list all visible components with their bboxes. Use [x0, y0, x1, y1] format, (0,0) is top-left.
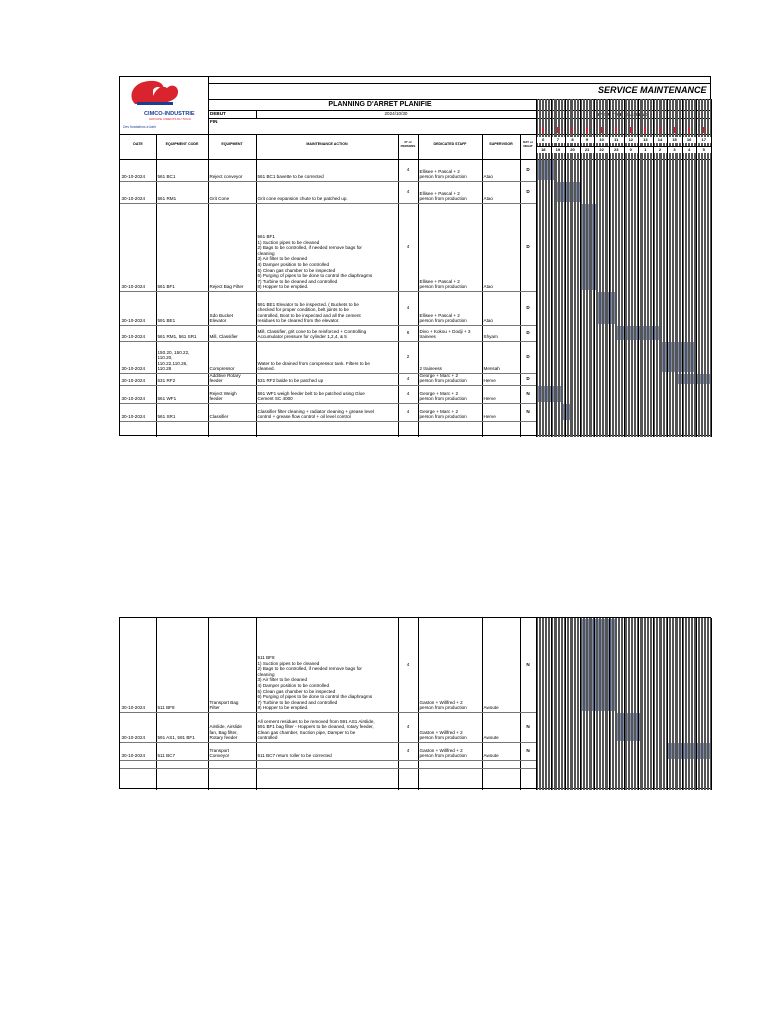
cell-date: 30-10-2024	[121, 334, 145, 340]
col-persons: N° of PERSONS	[400, 140, 416, 148]
cell-date: 30-10-2024	[121, 196, 145, 202]
cell-equipment: Sdo Bucket Elevator	[209, 312, 233, 324]
cell-equipment: Compressor	[209, 366, 235, 372]
overtime-marker	[615, 127, 617, 133]
cell-equipment: Mill, Classifier	[209, 334, 238, 340]
hour-label: 20	[565, 147, 580, 153]
overtime-marker	[557, 127, 559, 133]
cell-date: 30-10-2024	[121, 318, 145, 324]
cell-persons: 4	[406, 244, 410, 249]
hour-label: 15	[667, 137, 682, 143]
hour-label: 8	[565, 137, 580, 143]
planning-sheet-1	[119, 76, 711, 436]
cell-staff: Divo + Kokou + Dodji + 3 trainees	[419, 328, 471, 340]
cell-staff: Ellisee + Pascal + 2 person from production	[419, 278, 467, 290]
cell-shift: D	[526, 330, 530, 335]
fin-label: FIN	[210, 119, 218, 124]
cell-action: Grit cone expansion chute to be patched up.	[257, 196, 348, 202]
col-supervisor: SUPERVISOR	[489, 142, 513, 146]
cell-staff: 2 traineess	[419, 366, 442, 372]
cell-date: 30-10-2024	[121, 414, 145, 420]
overtime-marker	[601, 127, 603, 133]
cell-persons: 4	[406, 662, 410, 667]
cell-supervisor: Herve	[483, 414, 496, 420]
cell-shift: N	[526, 724, 530, 729]
cell-shift: D	[526, 244, 530, 249]
debut-value: 2024/10/30	[384, 111, 408, 116]
cell-code: 511 BC7	[157, 753, 176, 759]
col-shift: DAY or NIGHT	[523, 140, 533, 148]
overtime-marker	[674, 127, 676, 133]
hour-label: 11	[609, 137, 624, 143]
overtime-marker	[644, 127, 646, 133]
cell-code: 511 BF8	[157, 705, 175, 711]
cell-date: 30-10-2024	[121, 735, 145, 741]
hour-label: 21	[580, 147, 595, 153]
cell-supervisor: Awoute	[483, 735, 499, 741]
cell-supervisor: Shyam	[483, 334, 498, 340]
cell-code: 591 BE1	[157, 318, 176, 324]
cell-staff: Gaston + Willfred + 2 person from production	[419, 747, 467, 759]
overtime-marker	[542, 127, 544, 133]
cell-staff: Ellisee + Pascal + 2 person from production	[419, 312, 467, 324]
cell-supervisor: Mensah	[483, 366, 500, 372]
cell-persons: 4	[406, 409, 410, 414]
hour-label: 4	[682, 147, 697, 153]
cell-equipment: Reject Weigh feeder	[209, 390, 237, 402]
hour-label: 23	[609, 147, 624, 153]
cell-staff: Ellisee + Pascal + 2 person from production	[419, 168, 467, 180]
cell-action: Classifier filter cleaning + radiator cleaning + grease level control + grease flow control + oil level control	[257, 408, 374, 420]
cell-shift: D	[526, 305, 530, 310]
hour-label: 19	[551, 147, 566, 153]
cell-code: 561 WF1	[157, 396, 177, 402]
cell-date: 30-10-2024	[121, 753, 145, 759]
cell-persons: 4	[406, 391, 410, 396]
hour-label: 22	[594, 147, 609, 153]
cell-code: 561 SR1	[157, 414, 176, 420]
cell-equipment: Airslide, Airslide fan, Bag filter, Rotary feeder	[209, 724, 242, 741]
plan-title: PLANNING D'ARRET PLANIFIE	[328, 101, 432, 108]
cell-staff: Gaston + Willfred + 2 person from production	[419, 699, 467, 711]
cell-staff: George + Marc + 2 person from production	[419, 372, 467, 384]
cell-code: 591 AS1, 591 BF1	[157, 735, 195, 741]
cell-date: 30-10-2024	[121, 705, 145, 711]
cell-action: 591 BE1 Elevator to be inspected. ( Buckets to be checked for proper condition, belt joints to be controlled, Boot to be inspected and all the cement residues to be cleared from the elevator.	[257, 301, 361, 324]
hour-label: 17	[696, 137, 711, 143]
cell-persons: 2	[406, 354, 410, 359]
cell-shift: N	[526, 748, 530, 753]
cell-equipment: Transport Bag Filter	[209, 699, 239, 711]
overtime-marker	[586, 127, 588, 133]
cell-shift: N	[526, 391, 530, 396]
service-title: SERVICE MAINTENANCE	[598, 85, 707, 95]
overtime-marker	[571, 127, 573, 133]
hour-label: 10	[594, 137, 609, 143]
hour-label: 9	[580, 137, 595, 143]
cell-staff: George + Marc + 2 person from production	[419, 390, 467, 402]
col-staff: DEDICATED STAFF	[433, 142, 467, 146]
cell-action: All cement residues to be removed from 591 AS1 Airslide, 591 BF1 bag filter - Hoppers to be cleaned, rotary feeder, Clean gas chamber, Suction pipe, Damper to be controlled	[257, 718, 375, 741]
cell-code: 561 BC1	[157, 174, 176, 180]
company-group: GROUPE CIMENTS DU TOGO	[149, 117, 192, 121]
cell-code: 561 RM1	[157, 196, 177, 202]
cell-supervisor: Atao	[483, 196, 493, 202]
debut-label: DEBUT	[210, 111, 226, 116]
cell-equipment: Classifier	[209, 414, 229, 420]
hour-label: 7	[551, 137, 566, 143]
hour-label: 14	[653, 137, 668, 143]
hour-label: 3	[667, 147, 682, 153]
cell-supervisor: Atao	[483, 318, 493, 324]
cell-equipment: Reject Bag Filter	[209, 284, 244, 290]
overtime-marker	[703, 127, 705, 133]
cell-persons: 4	[406, 748, 410, 753]
cell-persons: 4	[406, 305, 410, 310]
cell-supervisor: Herve	[483, 378, 496, 384]
cell-staff: Ellisee + Pascal + 2 person from production	[419, 190, 467, 202]
planning-sheet-2	[119, 617, 711, 789]
cell-action: Mill, Classifier, grit cone to be reinforced + Controlling Accumulator pressure for cylinder 1,2,4, & 5	[257, 328, 367, 340]
cell-shift: N	[526, 409, 530, 414]
hour-label: 5	[696, 147, 711, 153]
cell-shift: D	[526, 189, 530, 194]
cell-shift: D	[526, 354, 530, 359]
overtime-marker	[659, 127, 661, 133]
cell-action: Water to be drained from compressor tank. Filters to be cleaned.	[257, 360, 370, 372]
overtime-marker	[688, 127, 690, 133]
cell-equipment: Transport Conveyor	[209, 747, 230, 759]
cell-code: 561 RM1, 561 SR1	[157, 334, 197, 340]
cell-equipment: Additive Rotary feeder	[209, 372, 241, 384]
cell-action: 561 BF1 1) Suction pipes to be cleaned 2) Bags to be controlled, if needed remove bags for cleaning 3) Air filter to be cleaned 4) Damper position to be controlled 5) Clean gas chamber to be inspected 6) Purging of pipes to be done to control the diaphragms 7) Turbine to be cleaned and controlled 8) Hopper to be emptied.	[257, 234, 373, 290]
cell-persons: 4	[406, 167, 410, 172]
cell-supervisor: Herve	[483, 396, 496, 402]
cell-shift: D	[526, 167, 530, 172]
col-date: DATE	[133, 142, 143, 146]
cell-date: 30-10-2024	[121, 284, 145, 290]
hour-label: 0	[624, 147, 639, 153]
cell-supervisor: Awoute	[483, 753, 499, 759]
cell-persons: 4	[406, 376, 410, 381]
cell-supervisor: Awoute	[483, 705, 499, 711]
cell-persons: 4	[406, 724, 410, 729]
cell-shift: D	[526, 376, 530, 381]
cell-equipment: Grit Cone	[209, 196, 230, 202]
hour-label: 18	[536, 147, 551, 153]
overtime-marker	[630, 127, 632, 133]
cell-equipment: Reject conveyor	[209, 174, 243, 180]
cell-shift: N	[526, 662, 530, 667]
cell-supervisor: Atao	[483, 284, 493, 290]
col-code: EQUIPMENT CODE	[165, 142, 199, 146]
hour-label: 1	[638, 147, 653, 153]
cell-date: 30-10-2024	[121, 366, 145, 372]
hour-label: 13	[638, 137, 653, 143]
hour-label: 16	[682, 137, 697, 143]
hour-label: 6	[536, 137, 551, 143]
company-logo	[121, 78, 208, 133]
cell-date: 30-10-2024	[121, 396, 145, 402]
overtime-label: OVER TIME PLANNING	[597, 112, 649, 117]
cell-staff: George + Marc + 2 person from production	[419, 408, 467, 420]
col-action: MAINTENANCE ACTION	[306, 142, 348, 146]
cell-date: 30-10-2024	[121, 174, 145, 180]
cell-action: 511 BF8 1) Suction pipes to be cleaned 2) Bags to be controlled, if needed remove bags for cleaning 3) Air filter to be cleaned 4) Damper position to be controlled 5) Clean gas chamber to be inspected 6) Purging of pipes to be done to control the diaphragms 7) Turbine to be cleaned and controlled 8) Hopper to be emptied.	[257, 655, 373, 711]
col-equipment: EQUIPMENT	[221, 142, 243, 146]
cell-action: 511 BC7 return roller to be corrected	[257, 753, 332, 759]
cell-action: 561 BC1 bavette to be corrected	[257, 174, 324, 180]
cell-persons: 6	[406, 330, 410, 335]
company-name: CIMCO-INDUSTRIE	[144, 111, 195, 117]
cell-action: 561 WF1 weigh feeder belt to be patched using Glue Cement SC 4000	[257, 390, 365, 402]
hour-label: 12	[624, 137, 639, 143]
cell-code: 531 RF2	[157, 378, 176, 384]
cell-supervisor: Atao	[483, 174, 493, 180]
cell-code: 561 BF1	[157, 284, 175, 290]
hour-label: 2	[653, 147, 668, 153]
cell-staff: Gaston + Willfred + 2 person from production	[419, 729, 467, 741]
company-tagline: Des fondations à batir	[123, 125, 156, 129]
cell-persons: 4	[406, 189, 410, 194]
overtime-gantt-2	[536, 618, 711, 790]
cell-action: 531 RF2 balde to be patched up	[257, 378, 324, 384]
cell-date: 30-10-2024	[121, 378, 145, 384]
cell-code: 150.20, 150.22, 110.20, 110.22,110.26, 110.28	[157, 349, 190, 372]
